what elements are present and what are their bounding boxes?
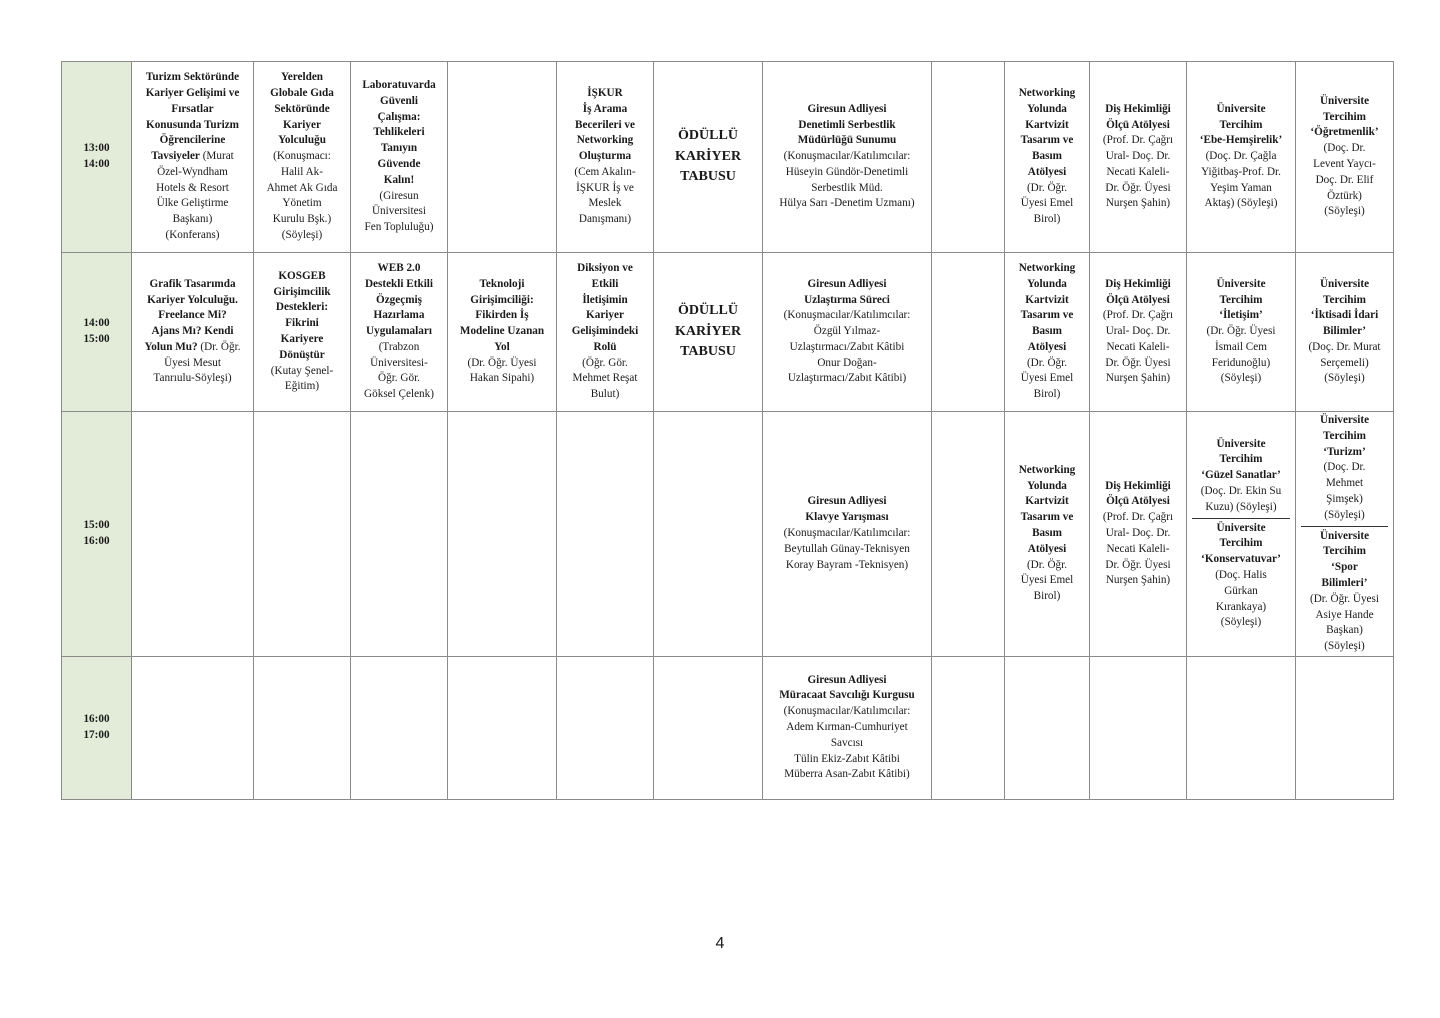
session-title-line: Yol [494, 340, 510, 353]
session-detail-line: (Prof. Dr. Çağrı [1102, 511, 1174, 524]
empty-cell [1005, 656, 1090, 799]
session-cell [351, 253, 448, 412]
session-detail-line: (Söyleşi) [1324, 508, 1365, 521]
session-detail-line: Asiye Hande [1315, 608, 1374, 621]
session-detail-line: Şimşek) [1326, 492, 1363, 505]
time-slot-row [62, 253, 1394, 412]
session-title-line: Tercihim [1323, 545, 1366, 558]
session-cell [557, 62, 654, 253]
session-detail-line: Birol) [1033, 213, 1061, 226]
session-title-line: ‘Ebe-Hemşirelik’ [1199, 134, 1283, 147]
session-detail-line: Levent Yaycı- [1313, 158, 1376, 170]
session-title-line: Ölçü Atölyesi [1106, 293, 1170, 306]
session-title-line: Yerelden [280, 71, 324, 84]
session-detail-line: Necati Kaleli- [1106, 340, 1170, 353]
session-detail-line: Yeşim Yaman [1210, 181, 1272, 194]
session-title-line: Grafik Tasarımda [149, 277, 236, 290]
session-cell [1187, 62, 1296, 253]
session-detail-line: Dr. Öğr. Üyesi [1105, 356, 1171, 369]
session-title-line: Turizm Sektöründe [145, 71, 240, 84]
session-detail-line: (Prof. Dr. Çağrı [1102, 134, 1174, 147]
session-title-line: İletişimin [582, 293, 628, 306]
session-title-line: Destekleri: [275, 301, 329, 314]
session-title-line: Freelance Mi? [158, 309, 227, 322]
session-detail-line: Kuzu) (Söyleşi) [1205, 500, 1277, 513]
session-detail-line: (Cem Akalın- [574, 165, 636, 178]
session-detail-line: Necati Kaleli- [1106, 542, 1170, 555]
empty-cell [1090, 656, 1187, 799]
session-title-line: Basım [1032, 325, 1062, 338]
session-cell [557, 253, 654, 412]
tabu-title-line: ÖDÜLLÜ [678, 303, 738, 319]
session-detail-line: İsmail Cem [1215, 340, 1267, 353]
time-slot-label [62, 253, 132, 412]
session-title-line: Üniversite [1216, 277, 1266, 290]
empty-cell [557, 412, 654, 657]
session-detail-line: Birol) [1033, 388, 1061, 401]
tabu-title-line: KARİYER [674, 148, 742, 164]
session-cell [763, 656, 932, 799]
session-title-line: Çalışma: [377, 110, 421, 123]
session-detail-line: Üyesi Emel [1020, 197, 1074, 210]
session-detail-line: (Dr. Öğr. [1026, 181, 1068, 194]
session-detail-line: Ural- Doç. Dr. [1105, 150, 1171, 163]
session-title-line: Rolü [593, 340, 617, 353]
session-detail-line: (Konuşmacılar/Katılımcılar: [783, 150, 911, 163]
session-detail-line: Öztürk) [1327, 189, 1362, 202]
empty-cell [132, 656, 254, 799]
session-detail-line: Serçemeli) [1320, 356, 1369, 369]
session-title-line: Networking [1018, 86, 1076, 99]
session-cell [254, 253, 351, 412]
empty-cell [654, 412, 763, 657]
empty-cell [448, 412, 557, 657]
session-title-line: Kariyere [280, 333, 324, 345]
session-title-tail: Yolun Mu? [144, 340, 198, 353]
session-detail-line: Tanrıulu-Söyleşi) [153, 372, 232, 385]
session-title-line: Fırsatlar [171, 102, 214, 115]
session-detail-line: (Dr. Öğr. [1026, 356, 1068, 369]
end-time: 17:00 [83, 728, 110, 741]
session-detail-line: (Söyleşi) [1220, 616, 1262, 629]
session-title-line: ‘İktisadi İdari [1310, 309, 1379, 322]
empty-cell [254, 656, 351, 799]
session-detail-line: Üyesi Emel [1020, 574, 1074, 587]
session-detail-line: Doç. Dr. Elif [1315, 173, 1374, 186]
session-title-line: Networking [1018, 261, 1076, 274]
session-title-line: İŞKUR [587, 86, 623, 99]
session-title-line: İş Arama [582, 102, 628, 115]
session-detail-line: Kırankaya) [1215, 600, 1267, 613]
session-title-line: Dönüştür [279, 348, 325, 361]
session-detail-line: Ural- Doç. Dr. [1105, 527, 1171, 540]
session-title-line: Uzlaştırma Süreci [804, 293, 890, 306]
session-cell [763, 253, 932, 412]
session-cell-split [1296, 412, 1394, 657]
session-title-line: Teknoloji [479, 277, 525, 290]
session-detail-line: Aktaş) (Söyleşi) [1204, 197, 1278, 210]
session-title-mixed-line [135, 340, 250, 356]
session-detail-line: (Konuşmacı: [273, 150, 331, 163]
session-title-line: Networking [1018, 463, 1076, 476]
tabu-title-line: TABUSU [680, 169, 736, 185]
session-title-line: Etkili [591, 277, 619, 290]
session-title-line: WEB 2.0 [377, 261, 421, 274]
session-detail-line: Halil Ak- [281, 165, 323, 178]
session-detail-head: (Murat [199, 150, 234, 163]
session-detail-line: Birol) [1033, 590, 1061, 603]
empty-cell [132, 412, 254, 657]
session-detail-line: Başkan) [1326, 624, 1363, 637]
session-title-line: Atölyesi [1027, 165, 1067, 178]
empty-cell [932, 656, 1005, 799]
session-title-line: Hazırlama [373, 309, 425, 322]
session-detail-line: Necati Kaleli- [1106, 165, 1170, 178]
session-title-line: Uygulamaları [366, 325, 432, 338]
session-detail-line: Feridunoğlu) [1211, 356, 1271, 369]
session-detail-line: (Doç. Halis [1215, 569, 1267, 582]
session-detail-line: Dr. Öğr. Üyesi [1105, 181, 1171, 194]
time-slot-label [62, 656, 132, 799]
session-title-line: Ölçü Atölyesi [1106, 118, 1170, 131]
session-title-line: Girişimciliği: [470, 293, 534, 306]
session-title-line: Atölyesi [1027, 340, 1067, 353]
session-detail-line: Özel-Wyndham [157, 165, 228, 178]
empty-cell [932, 253, 1005, 412]
start-time: 15:00 [83, 519, 110, 532]
session-title-line: Tercihim [1219, 293, 1263, 306]
session-detail-line: Uzlaştırmacı/Zabıt Kâtibi [789, 340, 905, 353]
session-title-line: Üniversite [1216, 102, 1266, 115]
session-cell [1187, 253, 1296, 412]
session-detail-line: Bulut) [590, 388, 620, 401]
session-title-line: Giresun Adliyesi [807, 673, 887, 686]
empty-cell [254, 412, 351, 657]
session-title-line: Özgeçmiş [376, 293, 422, 306]
session-detail-line: (Doç. Dr. [1323, 461, 1366, 474]
empty-cell [351, 412, 448, 657]
session-title-line: ‘İletişim’ [1219, 309, 1263, 322]
session-detail-line: (Konferans) [165, 229, 220, 242]
session-title-line: ‘Spor [1331, 561, 1358, 574]
time-slot-row [62, 62, 1394, 253]
session-title-line: Giresun Adliyesi [807, 495, 887, 508]
session-detail-line: (Konuşmacılar/Katılımcılar: [783, 527, 911, 540]
session-cell [1005, 253, 1090, 412]
session-cell [1005, 412, 1090, 657]
session-title-line: Üniversite [1216, 521, 1266, 534]
session-title-line: Bilimler’ [1322, 325, 1367, 338]
session-title-line: Tasarım ve [1020, 134, 1074, 147]
session-title-line: Diksiyon ve [577, 261, 633, 274]
session-title-line: Üniversite [1216, 437, 1266, 450]
session-detail-line: (Söyleşi) [1324, 205, 1365, 218]
session-title-line: Tercihim [1323, 293, 1366, 306]
empty-cell [1187, 656, 1296, 799]
session-title-tail: Tavsiyeler [151, 150, 200, 163]
session-cell-tabu [654, 62, 763, 253]
session-title-line: Gelişimindeki [571, 325, 639, 338]
session-detail-line: Ahmet Ak Gıda [266, 181, 338, 194]
session-title-line: Fikirden İş [475, 309, 529, 322]
session-detail-line: Göksel Çelenk) [364, 388, 434, 401]
session-title-line: Kartvizit [1025, 495, 1069, 508]
session-title-line: Ajans Mı? Kendi [151, 325, 234, 338]
session-title-line: ‘Güzel Sanatlar’ [1201, 469, 1281, 482]
session-detail-line: (Giresun [379, 189, 419, 202]
start-time: 16:00 [83, 713, 110, 726]
session-detail-line: Kurulu Bşk.) [272, 213, 332, 226]
session-detail-line: (Trabzon [378, 340, 420, 353]
session-title-line: Kariyer [283, 118, 321, 131]
session-detail-line: Öğr. Gör. [378, 372, 420, 385]
end-time: 15:00 [83, 333, 110, 345]
session-title-mixed-line [135, 149, 250, 165]
session-title-line: Kartvizit [1025, 118, 1069, 131]
session-detail-line: Uzlaştırmacı/Zabıt Kâtibi) [787, 372, 907, 385]
session-detail-line: Gürkan [1224, 584, 1258, 597]
session-title-line: Üniversite [1319, 277, 1370, 290]
session-title-line: Tehlikeleri [373, 126, 425, 139]
session-detail-line: Üniversitesi [371, 205, 427, 218]
session-detail-line: Fen Topluluğu) [364, 221, 434, 234]
session-title-line: Öğrencilerine [159, 134, 226, 147]
session-detail-line: (Öğr. Gör. [582, 356, 628, 369]
session-detail-line: (Söyleşi) [1324, 372, 1365, 385]
session-cell [254, 62, 351, 253]
session-title-line: Tercihim [1219, 537, 1263, 550]
session-title-line: Tercihim [1219, 118, 1263, 131]
session-detail-line: Adem Kırman-Cumhuriyet [786, 721, 908, 734]
session-title-line: Güvende [377, 158, 421, 170]
session-detail-line: (Dr. Öğr. [1026, 558, 1068, 571]
session-sub-block [1299, 529, 1390, 655]
session-detail-line: (Kutay Şenel- [270, 364, 334, 377]
session-cell [1090, 412, 1187, 657]
session-title-line: ‘Öğretmenlik’ [1310, 126, 1379, 139]
session-detail-line: (Dr. Öğr. Üyesi [1310, 592, 1379, 605]
session-cell-split [1187, 412, 1296, 657]
session-title-line: Kariyer Yolculuğu. [147, 293, 238, 306]
session-title-line: ‘Konservatuvar’ [1201, 553, 1281, 566]
session-title-line: Yolculuğu [278, 134, 326, 147]
session-title-line: Oluşturma [578, 150, 632, 163]
tabu-title-line: KARİYER [674, 323, 742, 339]
empty-cell [351, 656, 448, 799]
time-slot-label [62, 62, 132, 253]
session-title-line: Giresun Adliyesi [807, 102, 887, 115]
schedule-table [61, 61, 1394, 800]
session-detail-line: Başkanı) [172, 213, 213, 226]
session-detail-line: (Dr. Öğr. Üyesi [467, 356, 537, 369]
session-detail-line: Danışmanı) [578, 213, 632, 226]
session-detail-line: Onur Doğan- [817, 356, 877, 369]
empty-cell [448, 62, 557, 253]
session-detail-line: Nurşen Şahin) [1105, 574, 1171, 587]
session-cell-tabu [654, 253, 763, 412]
session-title-line: KOSGEB [278, 269, 326, 282]
session-detail-line: Meslek [588, 197, 622, 210]
session-detail-line: Dr. Öğr. Üyesi [1105, 558, 1171, 571]
session-detail-line: Hüseyin Gündör-Denetimli [785, 165, 909, 178]
session-title-line: Atölyesi [1027, 542, 1067, 555]
session-title-line: Tasarım ve [1020, 309, 1074, 322]
session-cell [1296, 62, 1394, 253]
session-detail-line: (Konuşmacılar/Katılımcılar: [783, 705, 911, 718]
session-title-line: Sektöründe [274, 102, 330, 115]
session-detail-line: Beytullah Günay-Teknisyen [784, 542, 910, 555]
session-title-line: Ölçü Atölyesi [1106, 495, 1170, 508]
session-detail-line: (Dr. Öğr. Üyesi [1206, 325, 1276, 338]
session-title-line: Kariyer Gelişimi ve [145, 86, 240, 99]
session-title-line: Müracaat Savcılığı Kurgusu [779, 689, 915, 702]
empty-cell [557, 656, 654, 799]
session-title-line: Konusunda Turizm [146, 118, 239, 131]
session-title-line: Kalın! [383, 173, 415, 186]
session-detail-line: Tülin Ekiz-Zabıt Kâtibi [794, 752, 900, 765]
session-detail-line: (Konuşmacılar/Katılımcılar: [783, 309, 911, 322]
session-detail-line: Ural- Doç. Dr. [1105, 325, 1171, 338]
time-slot-row [62, 412, 1394, 657]
session-detail-line: Mehmet Reşat [572, 372, 638, 385]
session-detail-line: Nurşen Şahin) [1105, 197, 1171, 210]
session-title-line: Tasarım ve [1020, 511, 1074, 524]
session-detail-line: (Söyleşi) [1324, 640, 1365, 653]
session-cell [1005, 62, 1090, 253]
session-title-line: Fikrini [285, 317, 319, 330]
session-cell [763, 62, 932, 253]
session-sub-block [1190, 521, 1292, 632]
time-slot-label [62, 412, 132, 657]
session-detail-line: Mehmet [1325, 477, 1364, 490]
empty-cell [932, 412, 1005, 657]
session-title-line: Girişimcilik [273, 285, 331, 298]
session-title-line: Tercihim [1219, 453, 1263, 466]
start-time: 13:00 [83, 142, 110, 155]
session-detail-line: Eğitim) [284, 380, 320, 393]
session-detail-line: Yiğitbaş-Prof. Dr. [1201, 165, 1281, 178]
session-title-line: Laboratuvarda [362, 79, 436, 92]
session-detail-line: Ülke Geliştirme [156, 197, 229, 210]
session-title-line: Diş Hekimliği [1105, 277, 1171, 290]
tabu-title-line: ÖDÜLLÜ [678, 128, 738, 144]
start-time: 14:00 [83, 317, 110, 330]
end-time: 14:00 [83, 158, 110, 170]
session-title-line: Klavye Yarışması [805, 511, 889, 524]
session-sub-block [1192, 437, 1290, 519]
session-detail-head: (Dr. Öğr. [197, 340, 241, 353]
session-detail-line: (Söyleşi) [281, 229, 323, 242]
session-detail-line: Savcısı [830, 736, 864, 749]
session-title-line: Networking [576, 134, 634, 147]
session-detail-line: Koray Bayram -Teknisyen) [785, 558, 909, 571]
session-detail-line: Hakan Sipahi) [469, 372, 535, 385]
session-title-line: Diş Hekimliği [1105, 102, 1171, 115]
session-cell [1090, 253, 1187, 412]
session-title-line: Giresun Adliyesi [807, 277, 887, 290]
session-title-line: Denetimli Serbestlik [798, 118, 896, 131]
empty-cell [448, 656, 557, 799]
session-cell [448, 253, 557, 412]
session-title-line: Diş Hekimliği [1105, 479, 1171, 492]
session-detail-line: Üniversitesi- [370, 356, 428, 369]
session-cell [351, 62, 448, 253]
session-title-line: Modeline Uzanan [459, 325, 545, 338]
session-detail-line: Hülya Sarı -Denetim Uzmanı) [779, 197, 915, 210]
session-title-line: Destekli Etkili [364, 277, 434, 290]
time-slot-row [62, 656, 1394, 799]
session-title-line: Basım [1032, 527, 1062, 540]
session-title-line: Yolunda [1027, 277, 1067, 290]
session-detail-line: (Doç. Dr. [1323, 142, 1366, 155]
empty-cell [654, 656, 763, 799]
session-cell [1090, 62, 1187, 253]
session-detail-line: (Doç. Dr. Ekin Su [1200, 485, 1282, 498]
session-title-line: Yolunda [1027, 102, 1067, 115]
session-title-line: Üniversite [1319, 414, 1370, 426]
session-detail-line: (Doç. Dr. Murat [1308, 340, 1381, 353]
session-sub-block [1301, 413, 1388, 527]
session-detail-line: Yönetim [282, 197, 322, 210]
session-cell [1296, 253, 1394, 412]
session-title-line: Becerileri ve [575, 118, 635, 131]
session-title-line: Yolunda [1027, 479, 1067, 492]
session-cell [763, 412, 932, 657]
session-detail-line: Özgül Yılmaz- [813, 325, 881, 338]
session-detail-line: Üyesi Mesut [164, 356, 221, 369]
empty-cell [932, 62, 1005, 253]
session-detail-line: Müberra Asan-Zabıt Kâtibi) [784, 768, 910, 781]
tabu-title-line: TABUSU [680, 344, 736, 360]
session-title-line: Bilimleri’ [1321, 576, 1368, 589]
session-title-line: Tercihim [1323, 429, 1366, 442]
session-detail-line: Hotels & Resort [156, 181, 229, 194]
session-title-line: Globale Gıda [270, 86, 334, 99]
session-cell [132, 62, 254, 253]
page-number: 4 [715, 935, 725, 952]
end-time: 16:00 [83, 534, 110, 547]
session-cell [132, 253, 254, 412]
session-title-line: Üniversite [1319, 529, 1370, 542]
session-title-line: Üniversite [1319, 94, 1370, 107]
session-detail-line: Üyesi Emel [1020, 372, 1074, 385]
empty-cell [1296, 656, 1394, 799]
session-title-line: Müdürlüğü Sunumu [797, 134, 897, 147]
session-detail-line: Serbestlik Müd. [811, 181, 883, 194]
session-title-line: Tercihim [1323, 110, 1366, 123]
session-detail-line: Nurşen Şahin) [1105, 372, 1171, 385]
session-title-line: Tanıyın [380, 142, 418, 155]
session-detail-line: (Söyleşi) [1220, 372, 1262, 385]
session-detail-line: İŞKUR İş ve [576, 181, 634, 194]
session-title-line: Güvenli [380, 94, 418, 107]
session-detail-line: (Prof. Dr. Çağrı [1102, 309, 1174, 322]
session-title-line: Basım [1032, 150, 1062, 163]
session-title-line: Kartvizit [1025, 293, 1069, 306]
session-detail-line: (Doç. Dr. Çağla [1205, 150, 1277, 163]
session-title-line: ‘Turizm’ [1323, 445, 1366, 458]
session-title-line: Kariyer [586, 309, 624, 322]
